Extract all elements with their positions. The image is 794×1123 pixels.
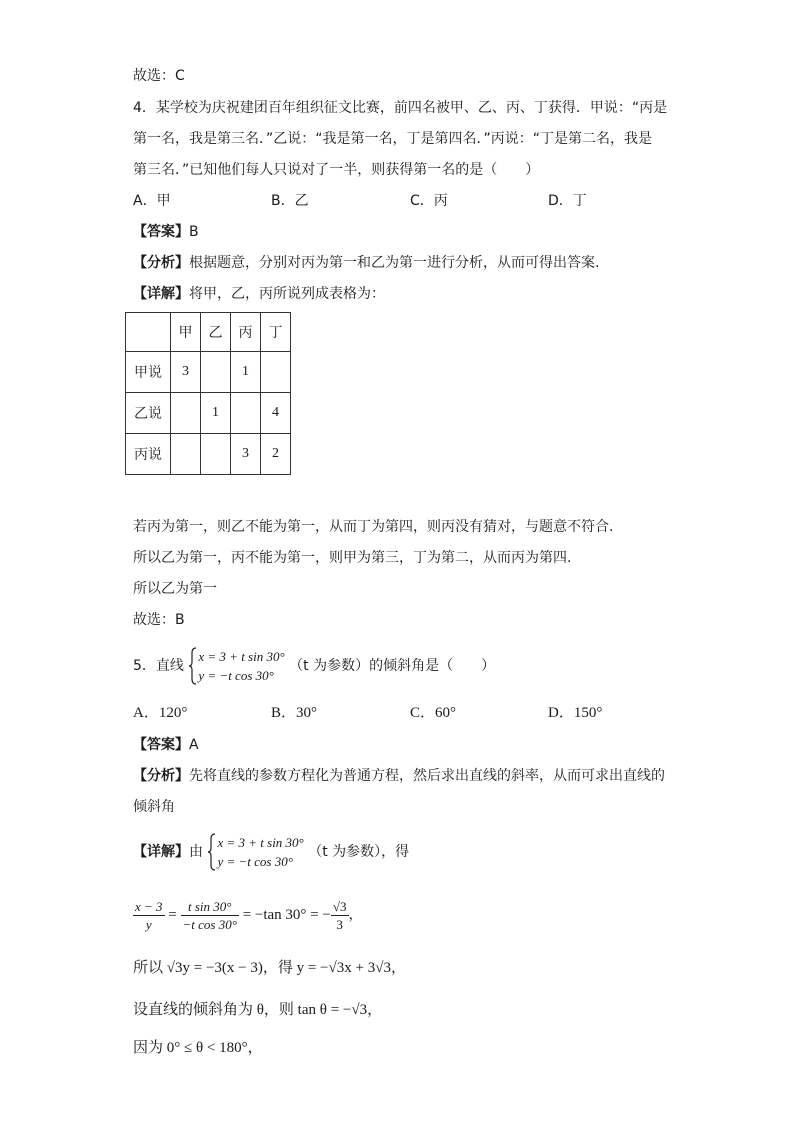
- q5-answer: [133, 735, 199, 755]
- table-header-cell: 丁: [261, 313, 291, 352]
- table-row: [126, 352, 291, 393]
- q5-analysis-line1: [133, 766, 665, 786]
- q5-stem: [133, 647, 495, 685]
- fraction-x-minus-3-over-y: [133, 898, 165, 933]
- table-cell: 4: [261, 393, 291, 434]
- fraction-denominator: −t cos 30°: [182, 916, 237, 932]
- table-cell: [261, 352, 291, 393]
- q4-answer-tag: 【答案】: [133, 224, 189, 240]
- q5-detail-tag: 【详解】: [133, 844, 189, 860]
- table-cell: [231, 393, 261, 434]
- q5-answer-tag: 【答案】: [133, 737, 189, 753]
- q4-option-a: A．甲: [133, 193, 171, 209]
- q5-analysis-text: 先将直线的参数方程化为普通方程，然后求出直线的斜率，从而可求出直线的: [189, 768, 665, 784]
- tan-expression: = −tan 30° = −: [238, 907, 331, 923]
- fraction-numerator: √3: [332, 898, 347, 914]
- q5-analysis-tag: 【分析】: [133, 768, 189, 784]
- q4-statements-table: [125, 312, 291, 475]
- table-header-cell: 丙: [231, 313, 261, 352]
- q5-step-3: 因为 0° ≤ θ < 180°，: [133, 1040, 263, 1056]
- table-row-label: 乙说: [126, 393, 171, 434]
- fraction-sin-over-cos: [181, 898, 239, 933]
- q4-detail: [133, 284, 385, 304]
- q4-answer-value: B: [189, 224, 199, 240]
- q5-detail-prefix: 由: [189, 844, 203, 860]
- q5-detail-system: [207, 833, 303, 871]
- table-row-label: 甲说: [126, 352, 171, 393]
- table-cell: 2: [261, 434, 291, 475]
- q5-analysis-line2: 倾斜角: [133, 799, 175, 815]
- table-header-row: [126, 313, 291, 352]
- fraction-numerator: x − 3: [135, 898, 163, 914]
- table-cell: 1: [231, 352, 261, 393]
- q5-detail-eq2: y = −t cos 30°: [217, 854, 293, 869]
- table-header-cell: 乙: [201, 313, 231, 352]
- q5-eq2: y = −t cos 30°: [198, 668, 274, 683]
- q4-detail-text: 将甲，乙，丙所说列成表格为：: [189, 286, 385, 302]
- q4-option-c: C．丙: [410, 193, 448, 209]
- q5-option-d: D．150°: [548, 705, 603, 721]
- q5-parametric-system: [188, 647, 284, 685]
- q4-reason-3: 所以乙为第一: [133, 581, 217, 597]
- q4-analysis-tag: 【分析】: [133, 255, 189, 271]
- q5-step-1: 所以 √3y = −3(x − 3)，得 y = −√3x + 3√3，: [133, 960, 406, 976]
- table-cell: [201, 434, 231, 475]
- q4-detail-tag: 【详解】: [133, 286, 189, 302]
- table-corner-cell: [126, 313, 171, 352]
- table-row: [126, 434, 291, 475]
- q4-analysis-text: 根据题意，分别对丙为第一和乙为第一进行分析，从而可得出答案.: [189, 255, 600, 271]
- q5-detail-eq1: x = 3 + t sin 30°: [217, 835, 304, 850]
- q4-stem-line3: 第三名．”已知他们每人只说对了一半，则获得第一名的是（ ）: [133, 162, 540, 178]
- table-cell: 3: [171, 352, 201, 393]
- fraction-numerator: t sin 30°: [181, 898, 239, 916]
- q4-stem-line2: 第一名，我是第三名．”乙说：“我是第一名，丁是第四名．”丙说：“丁是第二名，我是: [133, 131, 653, 147]
- q5-option-c: C．60°: [410, 705, 457, 721]
- q4-option-b: B．乙: [271, 193, 309, 209]
- q4-answer: [133, 222, 199, 242]
- q5-param-note: （t 为参数）的倾斜角是（ ）: [289, 658, 496, 674]
- left-brace-icon: [207, 833, 217, 871]
- q5-slope-equation: [133, 896, 363, 934]
- left-brace-icon: [188, 647, 198, 685]
- q5-answer-value: A: [189, 737, 199, 753]
- q5-detail-suffix: （t 为参数），得: [308, 844, 410, 860]
- table-cell: 3: [231, 434, 261, 475]
- q4-option-d: D．丁: [548, 193, 587, 209]
- fraction-root3-over-3: [331, 898, 349, 933]
- q5-eq1: x = 3 + t sin 30°: [198, 649, 285, 664]
- table-cell: 1: [201, 393, 231, 434]
- prev-answer: 故选：C: [133, 68, 185, 84]
- q4-reason-2: 所以乙为第一，丙不能为第一，则甲为第三，丁为第二，从而丙为第四.: [133, 550, 572, 566]
- q4-stem-line1: 4．某学校为庆祝建团百年组织征文比赛，前四名被甲、乙、丙、丁获得．甲说：“丙是: [133, 100, 668, 116]
- fraction-denominator: y: [145, 916, 152, 932]
- table-row: [126, 393, 291, 434]
- table-cell: [171, 434, 201, 475]
- q5-prefix: 5．直线: [133, 658, 184, 674]
- q5-option-a: A．120°: [133, 705, 188, 721]
- table-row-label: 丙说: [126, 434, 171, 475]
- equation-end: ，: [348, 907, 363, 923]
- equals-sign: =: [164, 907, 181, 923]
- q4-analysis: [133, 253, 599, 273]
- table-cell: [201, 352, 231, 393]
- table-cell: [171, 393, 201, 434]
- q5-step-2: 设直线的倾斜角为 θ，则 tan θ = −√3，: [133, 1002, 383, 1018]
- q5-detail: [133, 833, 409, 871]
- q4-reason-1: 若丙为第一，则乙不能为第一，从而丁为第四，则丙没有猜对，与题意不符合.: [133, 519, 614, 535]
- fraction-denominator: 3: [336, 916, 343, 932]
- q4-final-answer: 故选：B: [133, 612, 185, 628]
- q5-option-b: B．30°: [271, 705, 318, 721]
- table-header-cell: 甲: [171, 313, 201, 352]
